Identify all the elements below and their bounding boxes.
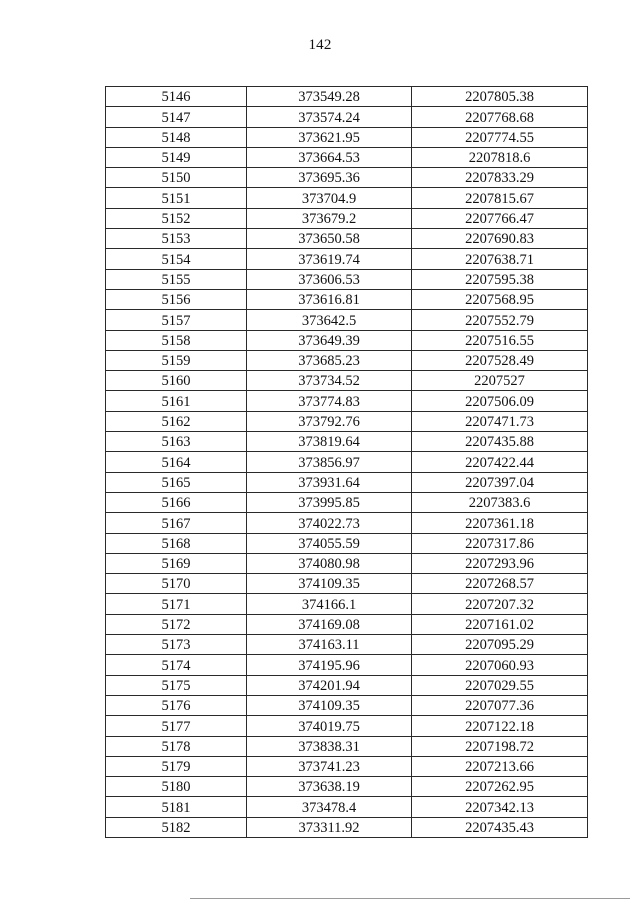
table-row: [106, 107, 588, 127]
y-coordinate-cell: 2207060.93: [412, 655, 588, 675]
point-number-cell: 5178: [106, 736, 247, 756]
table-row: [106, 472, 588, 492]
point-number-cell: 5174: [106, 655, 247, 675]
x-coordinate-cell: 374163.11: [247, 635, 412, 655]
x-coordinate-cell: 373695.36: [247, 168, 412, 188]
y-coordinate-cell: 2207342.13: [412, 797, 588, 817]
x-coordinate-cell: 374166.1: [247, 594, 412, 614]
point-number-cell: 5154: [106, 249, 247, 269]
y-coordinate-cell: 2207077.36: [412, 695, 588, 715]
y-coordinate-cell: 2207516.55: [412, 330, 588, 350]
y-coordinate-cell: 2207435.43: [412, 817, 588, 837]
y-coordinate-cell: 2207774.55: [412, 127, 588, 147]
y-coordinate-cell: 2207029.55: [412, 675, 588, 695]
table-row: [106, 492, 588, 512]
x-coordinate-cell: 374080.98: [247, 553, 412, 573]
point-number-cell: 5147: [106, 107, 247, 127]
table-row: [106, 452, 588, 472]
x-coordinate-cell: 373931.64: [247, 472, 412, 492]
y-coordinate-cell: 2207095.29: [412, 635, 588, 655]
point-number-cell: 5153: [106, 229, 247, 249]
x-coordinate-cell: 374109.35: [247, 574, 412, 594]
x-coordinate-cell: 373995.85: [247, 492, 412, 512]
y-coordinate-cell: 2207471.73: [412, 411, 588, 431]
point-number-cell: 5150: [106, 168, 247, 188]
point-number-cell: 5167: [106, 513, 247, 533]
y-coordinate-cell: 2207213.66: [412, 756, 588, 776]
point-number-cell: 5170: [106, 574, 247, 594]
point-number-cell: 5158: [106, 330, 247, 350]
x-coordinate-cell: 373679.2: [247, 208, 412, 228]
point-number-cell: 5163: [106, 432, 247, 452]
y-coordinate-cell: 2207207.32: [412, 594, 588, 614]
y-coordinate-cell: 2207198.72: [412, 736, 588, 756]
x-coordinate-cell: 373642.5: [247, 310, 412, 330]
point-number-cell: 5169: [106, 553, 247, 573]
table-row: [106, 817, 588, 837]
y-coordinate-cell: 2207317.86: [412, 533, 588, 553]
x-coordinate-cell: 374169.08: [247, 614, 412, 634]
table-row: [106, 675, 588, 695]
y-coordinate-cell: 2207262.95: [412, 777, 588, 797]
y-coordinate-cell: 2207568.95: [412, 289, 588, 309]
x-coordinate-cell: 374022.73: [247, 513, 412, 533]
coordinates-table-body: [106, 87, 588, 838]
table-row: [106, 655, 588, 675]
x-coordinate-cell: 373638.19: [247, 777, 412, 797]
point-number-cell: 5175: [106, 675, 247, 695]
table-row: [106, 208, 588, 228]
point-number-cell: 5166: [106, 492, 247, 512]
point-number-cell: 5173: [106, 635, 247, 655]
table-row: [106, 289, 588, 309]
x-coordinate-cell: 373621.95: [247, 127, 412, 147]
y-coordinate-cell: 2207527: [412, 371, 588, 391]
point-number-cell: 5161: [106, 391, 247, 411]
y-coordinate-cell: 2207361.18: [412, 513, 588, 533]
y-coordinate-cell: 2207818.6: [412, 147, 588, 167]
point-number-cell: 5157: [106, 310, 247, 330]
table-row: [106, 249, 588, 269]
x-coordinate-cell: 374201.94: [247, 675, 412, 695]
point-number-cell: 5177: [106, 716, 247, 736]
table-row: [106, 188, 588, 208]
table-row: [106, 310, 588, 330]
y-coordinate-cell: 2207768.68: [412, 107, 588, 127]
x-coordinate-cell: 373856.97: [247, 452, 412, 472]
y-coordinate-cell: 2207397.04: [412, 472, 588, 492]
y-coordinate-cell: 2207766.47: [412, 208, 588, 228]
x-coordinate-cell: 373664.53: [247, 147, 412, 167]
y-coordinate-cell: 2207268.57: [412, 574, 588, 594]
table-row: [106, 594, 588, 614]
table-row: [106, 695, 588, 715]
x-coordinate-cell: 373606.53: [247, 269, 412, 289]
y-coordinate-cell: 2207638.71: [412, 249, 588, 269]
table-row: [106, 513, 588, 533]
table-row: [106, 756, 588, 776]
x-coordinate-cell: 373649.39: [247, 330, 412, 350]
y-coordinate-cell: 2207552.79: [412, 310, 588, 330]
x-coordinate-cell: 373650.58: [247, 229, 412, 249]
x-coordinate-cell: 373549.28: [247, 87, 412, 107]
point-number-cell: 5160: [106, 371, 247, 391]
table-row: [106, 168, 588, 188]
point-number-cell: 5168: [106, 533, 247, 553]
y-coordinate-cell: 2207161.02: [412, 614, 588, 634]
x-coordinate-cell: 374055.59: [247, 533, 412, 553]
table-row: [106, 635, 588, 655]
x-coordinate-cell: 373838.31: [247, 736, 412, 756]
point-number-cell: 5151: [106, 188, 247, 208]
point-number-cell: 5155: [106, 269, 247, 289]
y-coordinate-cell: 2207690.83: [412, 229, 588, 249]
table-row: [106, 736, 588, 756]
x-coordinate-cell: 374195.96: [247, 655, 412, 675]
y-coordinate-cell: 2207122.18: [412, 716, 588, 736]
table-row: [106, 411, 588, 431]
table-row: [106, 269, 588, 289]
table-row: [106, 533, 588, 553]
point-number-cell: 5162: [106, 411, 247, 431]
x-coordinate-cell: 374019.75: [247, 716, 412, 736]
x-coordinate-cell: 373616.81: [247, 289, 412, 309]
point-number-cell: 5159: [106, 350, 247, 370]
y-coordinate-cell: 2207805.38: [412, 87, 588, 107]
x-coordinate-cell: 374109.35: [247, 695, 412, 715]
x-coordinate-cell: 373574.24: [247, 107, 412, 127]
point-number-cell: 5171: [106, 594, 247, 614]
bottom-rule: [190, 898, 630, 899]
table-row: [106, 777, 588, 797]
y-coordinate-cell: 2207506.09: [412, 391, 588, 411]
table-row: [106, 432, 588, 452]
point-number-cell: 5149: [106, 147, 247, 167]
table-row: [106, 574, 588, 594]
point-number-cell: 5176: [106, 695, 247, 715]
page-number: 142: [308, 37, 332, 53]
table-row: [106, 553, 588, 573]
y-coordinate-cell: 2207435.88: [412, 432, 588, 452]
table-row: [106, 716, 588, 736]
point-number-cell: 5181: [106, 797, 247, 817]
x-coordinate-cell: 373792.76: [247, 411, 412, 431]
x-coordinate-cell: 373311.92: [247, 817, 412, 837]
point-number-cell: 5179: [106, 756, 247, 776]
point-number-cell: 5148: [106, 127, 247, 147]
point-number-cell: 5164: [106, 452, 247, 472]
point-number-cell: 5172: [106, 614, 247, 634]
x-coordinate-cell: 373741.23: [247, 756, 412, 776]
point-number-cell: 5182: [106, 817, 247, 837]
table-row: [106, 350, 588, 370]
x-coordinate-cell: 373704.9: [247, 188, 412, 208]
x-coordinate-cell: 373819.64: [247, 432, 412, 452]
table-row: [106, 797, 588, 817]
point-number-cell: 5180: [106, 777, 247, 797]
point-number-cell: 5152: [106, 208, 247, 228]
y-coordinate-cell: 2207815.67: [412, 188, 588, 208]
table-row: [106, 127, 588, 147]
y-coordinate-cell: 2207293.96: [412, 553, 588, 573]
table-row: [106, 391, 588, 411]
x-coordinate-cell: 373685.23: [247, 350, 412, 370]
x-coordinate-cell: 373734.52: [247, 371, 412, 391]
table-row: [106, 87, 588, 107]
y-coordinate-cell: 2207595.38: [412, 269, 588, 289]
table-row: [106, 371, 588, 391]
x-coordinate-cell: 373774.83: [247, 391, 412, 411]
point-number-cell: 5165: [106, 472, 247, 492]
point-number-cell: 5146: [106, 87, 247, 107]
y-coordinate-cell: 2207383.6: [412, 492, 588, 512]
y-coordinate-cell: 2207422.44: [412, 452, 588, 472]
table-row: [106, 614, 588, 634]
x-coordinate-cell: 373478.4: [247, 797, 412, 817]
y-coordinate-cell: 2207528.49: [412, 350, 588, 370]
x-coordinate-cell: 373619.74: [247, 249, 412, 269]
point-number-cell: 5156: [106, 289, 247, 309]
y-coordinate-cell: 2207833.29: [412, 168, 588, 188]
table-row: [106, 229, 588, 249]
table-row: [106, 147, 588, 167]
table-row: [106, 330, 588, 350]
coordinates-table: [105, 86, 588, 838]
